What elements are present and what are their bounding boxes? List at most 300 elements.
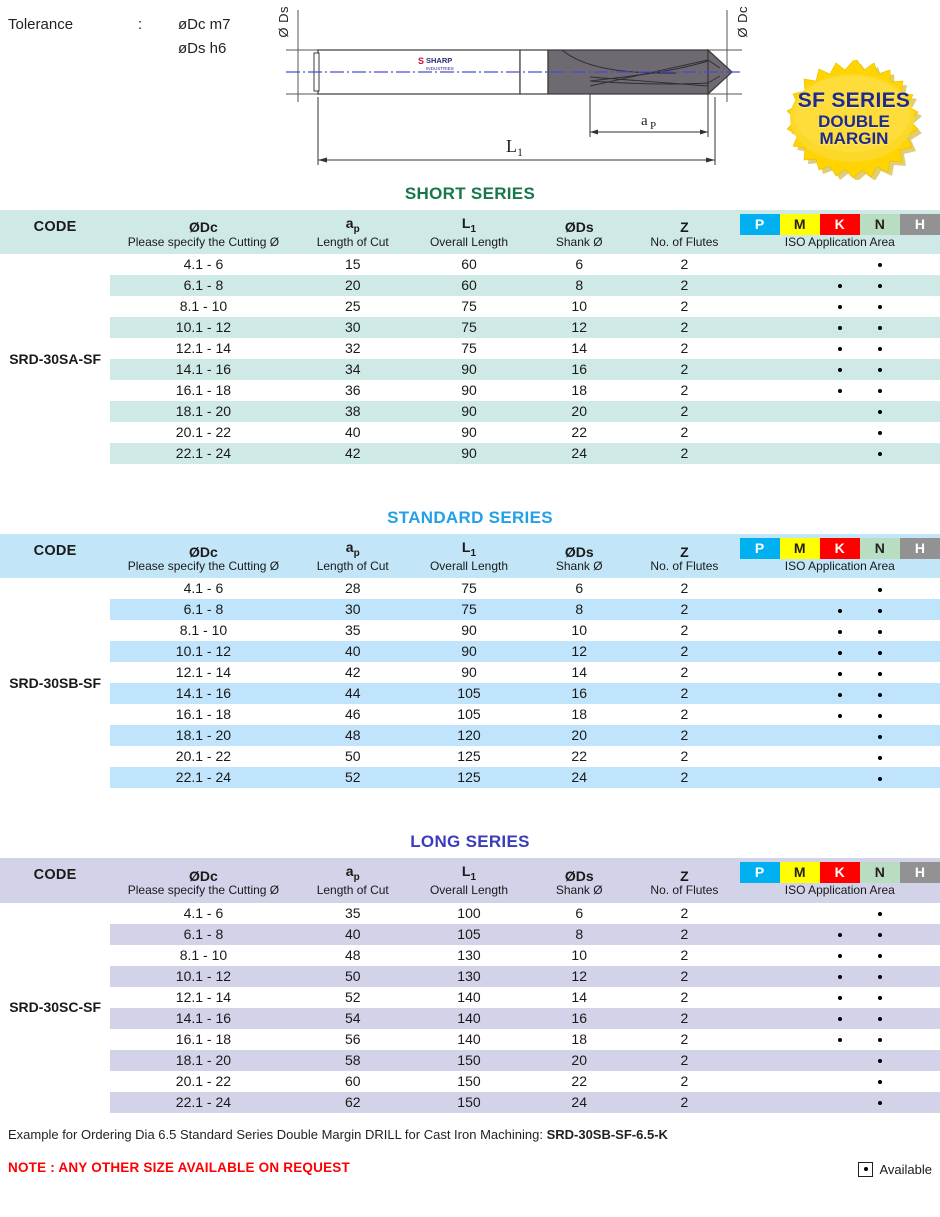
cell-iso-m bbox=[780, 1092, 820, 1113]
cell-iso-n bbox=[860, 903, 900, 924]
cell-iso-m bbox=[780, 359, 820, 380]
tolerance-row-2 bbox=[8, 40, 231, 57]
logo-mark: S bbox=[418, 56, 425, 66]
cell-iso-p bbox=[740, 1092, 780, 1113]
cell-ap: 48 bbox=[297, 725, 409, 746]
available-dot bbox=[878, 263, 882, 267]
available-dot bbox=[878, 410, 882, 414]
cell-dc: 4.1 - 6 bbox=[183, 256, 224, 273]
cell-iso-n bbox=[860, 275, 900, 296]
cell-ap: 56 bbox=[344, 1030, 361, 1047]
cell-ds: 6 bbox=[575, 904, 584, 921]
cell-iso-m bbox=[780, 767, 820, 788]
available-dot bbox=[878, 630, 882, 634]
available-dot bbox=[878, 933, 882, 937]
iso-header-p bbox=[740, 210, 780, 235]
cell-dc: 12.1 - 14 bbox=[175, 340, 232, 357]
available-dot bbox=[838, 609, 842, 613]
cell-iso-h bbox=[900, 966, 940, 987]
cell-iso-p bbox=[740, 359, 780, 380]
cell-iso-p bbox=[740, 380, 780, 401]
available-dot bbox=[878, 735, 882, 739]
cell-dc: 20.1 - 22 bbox=[175, 1072, 232, 1089]
cell-iso-m bbox=[780, 1050, 820, 1071]
cell-ds: 12 bbox=[529, 641, 629, 662]
cell-ap: 50 bbox=[297, 966, 409, 987]
cell-iso-m bbox=[780, 725, 820, 746]
cell-iso-k bbox=[820, 987, 860, 1008]
available-dot bbox=[878, 672, 882, 676]
col-header-dc: ØDc bbox=[110, 858, 296, 883]
legend-available bbox=[858, 1162, 932, 1177]
cell-ds: 14 bbox=[571, 340, 587, 357]
available-label: Available bbox=[879, 1161, 932, 1177]
cell-iso-m bbox=[780, 401, 820, 422]
ordering-example-text: Example for Ordering Dia 6.5 Standard Series Double Margin DRILL for Cast Iron Machining: bbox=[8, 1126, 547, 1142]
available-dot bbox=[878, 284, 882, 288]
cell-l1: 140 bbox=[457, 988, 481, 1005]
cell-iso-k bbox=[820, 725, 860, 746]
cell-iso-k bbox=[820, 945, 860, 966]
cell-l1: 125 bbox=[409, 767, 529, 788]
cell-iso-n bbox=[860, 683, 900, 704]
col-subheader-iso: ISO Application Area bbox=[740, 559, 940, 578]
cell-z: 2 bbox=[680, 706, 689, 723]
cell-l1: 60 bbox=[461, 256, 477, 273]
cell-iso-k bbox=[820, 683, 860, 704]
cell-iso-k bbox=[820, 380, 860, 401]
cell-iso-p bbox=[740, 296, 780, 317]
series-code: SRD-30SB-SF bbox=[0, 578, 110, 788]
col-subheader-z: No. of Flutes bbox=[629, 883, 739, 902]
cell-iso-m bbox=[780, 317, 820, 338]
cell-z: 2 bbox=[680, 1030, 689, 1047]
cell-iso-m bbox=[780, 254, 820, 275]
cell-ap: 52 bbox=[297, 767, 409, 788]
cell-dc: 12.1 - 14 bbox=[175, 664, 232, 681]
svg-text:1: 1 bbox=[517, 145, 523, 159]
cell-z: 2 bbox=[680, 622, 689, 639]
cell-iso-m bbox=[780, 380, 820, 401]
iso-header-m bbox=[780, 858, 820, 883]
note-text: NOTE : ANY OTHER SIZE AVAILABLE ON REQUEST bbox=[8, 1159, 350, 1175]
cell-iso-h bbox=[900, 704, 940, 725]
iso-chip-label-m: M bbox=[780, 538, 820, 559]
cell-ds: 24 bbox=[529, 1092, 629, 1113]
table-row bbox=[0, 359, 940, 380]
cell-iso-n bbox=[860, 380, 900, 401]
cell-iso-m bbox=[780, 1071, 820, 1092]
col-header-ds: ØDs bbox=[529, 210, 629, 235]
iso-header-n bbox=[860, 210, 900, 235]
table-row bbox=[0, 317, 940, 338]
cell-z: 2 bbox=[680, 748, 689, 765]
available-dot bbox=[838, 996, 842, 1000]
cell-iso-p bbox=[740, 443, 780, 464]
cell-ap: 62 bbox=[297, 1092, 409, 1113]
cell-iso-h bbox=[900, 1008, 940, 1029]
col-subheader-iso: ISO Application Area bbox=[740, 883, 940, 902]
tolerance-value-ds: øDs h6 bbox=[178, 40, 227, 57]
col-header-code: CODE bbox=[0, 210, 110, 235]
table-row bbox=[0, 275, 940, 296]
table-row bbox=[0, 578, 940, 599]
cell-iso-h bbox=[900, 359, 940, 380]
cell-iso-m bbox=[780, 275, 820, 296]
available-dot bbox=[878, 1059, 882, 1063]
cell-l1: 105 bbox=[409, 683, 529, 704]
cell-ds: 8 bbox=[529, 924, 629, 945]
cell-iso-m bbox=[780, 338, 820, 359]
available-dot bbox=[838, 630, 842, 634]
cell-ds: 22 bbox=[571, 424, 587, 441]
cell-l1: 140 bbox=[409, 1008, 529, 1029]
cell-ap: 40 bbox=[344, 424, 361, 441]
available-dot bbox=[838, 933, 842, 937]
svg-text:a: a bbox=[641, 113, 648, 129]
available-dot bbox=[878, 431, 882, 435]
table-row bbox=[0, 1092, 940, 1113]
cell-iso-p bbox=[740, 620, 780, 641]
cell-ap: 40 bbox=[297, 924, 409, 945]
cell-dc: 8.1 - 10 bbox=[179, 298, 228, 315]
cell-iso-p bbox=[740, 317, 780, 338]
cell-iso-n bbox=[860, 599, 900, 620]
cell-ap: 54 bbox=[297, 1008, 409, 1029]
cell-iso-p bbox=[740, 641, 780, 662]
cell-iso-n bbox=[860, 641, 900, 662]
cell-dc: 6.1 - 8 bbox=[110, 275, 296, 296]
col-subheader-z: No. of Flutes bbox=[629, 235, 739, 254]
cell-iso-n bbox=[860, 924, 900, 945]
iso-chip-label-k: K bbox=[820, 862, 860, 883]
cell-l1: 90 bbox=[461, 424, 477, 441]
cell-dc: 18.1 - 20 bbox=[110, 1050, 296, 1071]
cell-iso-h bbox=[900, 767, 940, 788]
cell-iso-m bbox=[780, 903, 820, 924]
cell-iso-m bbox=[780, 683, 820, 704]
cell-iso-h bbox=[900, 620, 940, 641]
spec-tables bbox=[0, 184, 940, 1113]
available-dot bbox=[878, 347, 882, 351]
cell-ap: 46 bbox=[344, 706, 361, 723]
available-dot bbox=[878, 452, 882, 456]
cell-iso-m bbox=[780, 620, 820, 641]
table-row bbox=[0, 704, 940, 725]
iso-chip-label-p: P bbox=[740, 538, 780, 559]
col-subheader-ap: Length of Cut bbox=[297, 559, 409, 578]
cell-iso-h bbox=[900, 317, 940, 338]
cell-l1: 75 bbox=[461, 298, 477, 315]
table-row bbox=[0, 903, 940, 924]
iso-chip-label-k: K bbox=[820, 538, 860, 559]
cell-iso-p bbox=[740, 401, 780, 422]
cell-l1: 130 bbox=[457, 946, 481, 963]
cell-ap: 38 bbox=[297, 401, 409, 422]
cell-ap: 32 bbox=[344, 340, 361, 357]
available-dot bbox=[878, 588, 882, 592]
cell-dc: 18.1 - 20 bbox=[110, 725, 296, 746]
col-subheader-l1: Overall Length bbox=[409, 559, 529, 578]
cell-iso-k bbox=[820, 338, 860, 359]
cell-iso-p bbox=[740, 422, 780, 443]
section-title-standard: STANDARD SERIES bbox=[387, 508, 553, 528]
tolerance-colon: : bbox=[138, 16, 143, 33]
table-row bbox=[0, 662, 940, 683]
cell-iso-h bbox=[900, 945, 940, 966]
iso-header-k bbox=[820, 210, 860, 235]
cell-l1: 75 bbox=[461, 580, 477, 597]
available-dot bbox=[878, 777, 882, 781]
sf-series-badge bbox=[778, 58, 936, 180]
available-dot bbox=[838, 672, 842, 676]
cell-iso-k bbox=[820, 1092, 860, 1113]
cell-l1: 90 bbox=[409, 641, 529, 662]
cell-z: 2 bbox=[680, 382, 689, 399]
cell-z: 2 bbox=[629, 641, 739, 662]
cell-dc: 10.1 - 12 bbox=[110, 966, 296, 987]
cell-iso-k bbox=[820, 924, 860, 945]
iso-header-m bbox=[780, 210, 820, 235]
cell-iso-n bbox=[860, 746, 900, 767]
iso-header-h bbox=[900, 210, 940, 235]
section-title-long: LONG SERIES bbox=[410, 832, 530, 852]
cell-iso-n bbox=[860, 966, 900, 987]
available-dot bbox=[838, 1038, 842, 1042]
available-dot bbox=[878, 1080, 882, 1084]
cell-ap: 30 bbox=[297, 599, 409, 620]
cell-iso-h bbox=[900, 725, 940, 746]
cell-dc: 16.1 - 18 bbox=[175, 382, 232, 399]
available-dot bbox=[878, 609, 882, 613]
cell-iso-k bbox=[820, 254, 860, 275]
cell-iso-h bbox=[900, 380, 940, 401]
cell-iso-m bbox=[780, 422, 820, 443]
table-row bbox=[0, 443, 940, 464]
cell-ds: 12 bbox=[529, 317, 629, 338]
spec-table-short bbox=[0, 210, 940, 464]
available-dot bbox=[878, 326, 882, 330]
cell-l1: 140 bbox=[457, 1030, 481, 1047]
available-dot bbox=[878, 954, 882, 958]
available-dot bbox=[838, 651, 842, 655]
cell-iso-k bbox=[820, 443, 860, 464]
cell-iso-p bbox=[740, 338, 780, 359]
svg-text:L: L bbox=[506, 136, 517, 156]
col-header-l1: $L_1$ bbox=[409, 210, 529, 235]
cell-ds: 16 bbox=[529, 1008, 629, 1029]
drill-svg bbox=[272, 2, 752, 174]
cell-ds: 18 bbox=[571, 382, 587, 399]
iso-header-h bbox=[900, 858, 940, 883]
cell-iso-p bbox=[740, 725, 780, 746]
cell-iso-n bbox=[860, 725, 900, 746]
cell-iso-n bbox=[860, 254, 900, 275]
cell-dc: 6.1 - 8 bbox=[110, 924, 296, 945]
spec-table-standard bbox=[0, 534, 940, 788]
cell-z: 2 bbox=[680, 298, 689, 315]
cell-dc: 8.1 - 10 bbox=[179, 622, 228, 639]
cell-dc: 8.1 - 10 bbox=[179, 946, 228, 963]
cell-iso-h bbox=[900, 641, 940, 662]
cell-l1: 75 bbox=[409, 599, 529, 620]
cell-ds: 18 bbox=[571, 1030, 587, 1047]
available-dot bbox=[838, 326, 842, 330]
cell-iso-n bbox=[860, 945, 900, 966]
cell-iso-k bbox=[820, 966, 860, 987]
cell-iso-p bbox=[740, 945, 780, 966]
table-row bbox=[0, 966, 940, 987]
table-row bbox=[0, 254, 940, 275]
iso-chip-label-h: H bbox=[900, 862, 940, 883]
iso-chip-label-p: P bbox=[740, 214, 780, 235]
cell-iso-k bbox=[820, 1008, 860, 1029]
cell-iso-m bbox=[780, 641, 820, 662]
iso-header-n bbox=[860, 858, 900, 883]
cell-z: 2 bbox=[680, 256, 689, 273]
iso-chip-label-n: N bbox=[860, 214, 900, 235]
cell-iso-h bbox=[900, 296, 940, 317]
col-subheader-ap: Length of Cut bbox=[297, 883, 409, 902]
cell-l1: 150 bbox=[409, 1092, 529, 1113]
available-dot bbox=[878, 996, 882, 1000]
cell-iso-k bbox=[820, 620, 860, 641]
cell-iso-n bbox=[860, 359, 900, 380]
col-subheader-ds: Shank Ø bbox=[529, 883, 629, 902]
available-dot bbox=[878, 368, 882, 372]
cell-iso-h bbox=[900, 578, 940, 599]
cell-z: 2 bbox=[629, 401, 739, 422]
available-dot bbox=[878, 714, 882, 718]
cell-ap: 30 bbox=[297, 317, 409, 338]
col-subheader-l1: Overall Length bbox=[409, 235, 529, 254]
logo-brand: SHARP bbox=[426, 56, 453, 65]
cell-ds: 18 bbox=[571, 706, 587, 723]
cell-iso-p bbox=[740, 903, 780, 924]
cell-iso-h bbox=[900, 275, 940, 296]
cell-ap: 35 bbox=[344, 622, 361, 639]
col-header-dc: ØDc bbox=[110, 534, 296, 559]
cell-ds: 8 bbox=[529, 599, 629, 620]
cell-ds: 20 bbox=[529, 401, 629, 422]
cell-l1: 90 bbox=[409, 443, 529, 464]
col-subheader-code bbox=[0, 235, 110, 254]
table-row bbox=[0, 1029, 940, 1050]
cell-iso-h bbox=[900, 1092, 940, 1113]
badge-line-2: DOUBLE bbox=[818, 111, 890, 131]
logo-sub: INDUSTRIES bbox=[426, 66, 454, 71]
cell-iso-h bbox=[900, 924, 940, 945]
cell-ds: 20 bbox=[529, 725, 629, 746]
cell-z: 2 bbox=[680, 988, 689, 1005]
iso-chip-label-p: P bbox=[740, 862, 780, 883]
tolerance-block bbox=[8, 16, 231, 57]
cell-iso-k bbox=[820, 767, 860, 788]
cell-dc: 10.1 - 12 bbox=[110, 317, 296, 338]
cell-z: 2 bbox=[629, 599, 739, 620]
available-dot bbox=[838, 389, 842, 393]
col-header-code: CODE bbox=[0, 858, 110, 883]
cell-iso-n bbox=[860, 704, 900, 725]
drill-technical-drawing bbox=[272, 2, 752, 174]
cell-ds: 10 bbox=[571, 298, 587, 315]
cell-ap: 42 bbox=[344, 664, 361, 681]
cell-iso-p bbox=[740, 683, 780, 704]
available-dot bbox=[838, 954, 842, 958]
col-subheader-ap: Length of Cut bbox=[297, 235, 409, 254]
cell-l1: 90 bbox=[461, 382, 477, 399]
cell-iso-m bbox=[780, 296, 820, 317]
available-dot bbox=[838, 284, 842, 288]
available-dot bbox=[878, 1101, 882, 1105]
cell-iso-h bbox=[900, 903, 940, 924]
available-dot bbox=[878, 1017, 882, 1021]
iso-chip-label-n: N bbox=[860, 538, 900, 559]
cell-z: 2 bbox=[680, 946, 689, 963]
iso-chip-label-k: K bbox=[820, 214, 860, 235]
cell-ds: 22 bbox=[571, 748, 587, 765]
iso-header-m bbox=[780, 534, 820, 559]
cell-iso-n bbox=[860, 422, 900, 443]
cell-ap: 35 bbox=[344, 904, 361, 921]
cell-z: 2 bbox=[629, 725, 739, 746]
cell-iso-m bbox=[780, 924, 820, 945]
section-standard bbox=[0, 508, 940, 788]
cell-z: 2 bbox=[680, 424, 689, 441]
available-dot bbox=[878, 389, 882, 393]
cell-iso-k bbox=[820, 662, 860, 683]
iso-header-h bbox=[900, 534, 940, 559]
cell-iso-m bbox=[780, 662, 820, 683]
cell-ds: 14 bbox=[571, 664, 587, 681]
iso-header-k bbox=[820, 534, 860, 559]
cell-iso-p bbox=[740, 599, 780, 620]
dimension-label-dc: Ø Dc bbox=[735, 6, 750, 38]
tolerance-row-1 bbox=[8, 16, 231, 33]
col-subheader-code bbox=[0, 883, 110, 902]
cell-ap: 20 bbox=[297, 275, 409, 296]
col-header-ap: $a_p$ bbox=[297, 858, 409, 883]
cell-iso-n bbox=[860, 1071, 900, 1092]
cell-iso-m bbox=[780, 945, 820, 966]
cell-dc: 22.1 - 24 bbox=[110, 767, 296, 788]
cell-l1: 100 bbox=[457, 904, 481, 921]
cell-iso-p bbox=[740, 1008, 780, 1029]
cell-iso-h bbox=[900, 599, 940, 620]
cell-dc: 14.1 - 16 bbox=[110, 1008, 296, 1029]
cell-iso-p bbox=[740, 578, 780, 599]
cell-iso-p bbox=[740, 746, 780, 767]
cell-ds: 22 bbox=[571, 1072, 587, 1089]
table-row bbox=[0, 620, 940, 641]
badge-line-1: SF SERIES bbox=[797, 89, 911, 113]
col-header-ds: ØDs bbox=[529, 858, 629, 883]
cell-iso-p bbox=[740, 924, 780, 945]
cell-l1: 150 bbox=[409, 1050, 529, 1071]
available-dot bbox=[838, 975, 842, 979]
available-dot bbox=[878, 756, 882, 760]
cell-ap: 28 bbox=[344, 580, 361, 597]
col-subheader-l1: Overall Length bbox=[409, 883, 529, 902]
table-row bbox=[0, 683, 940, 704]
cell-l1: 130 bbox=[409, 966, 529, 987]
cell-iso-k bbox=[820, 275, 860, 296]
series-code: SRD-30SC-SF bbox=[0, 903, 110, 1113]
cell-ds: 10 bbox=[571, 946, 587, 963]
col-subheader-dc: Please specify the Cutting Ø bbox=[110, 235, 296, 254]
tolerance-label: Tolerance bbox=[8, 16, 74, 33]
col-subheader-ds: Shank Ø bbox=[529, 235, 629, 254]
